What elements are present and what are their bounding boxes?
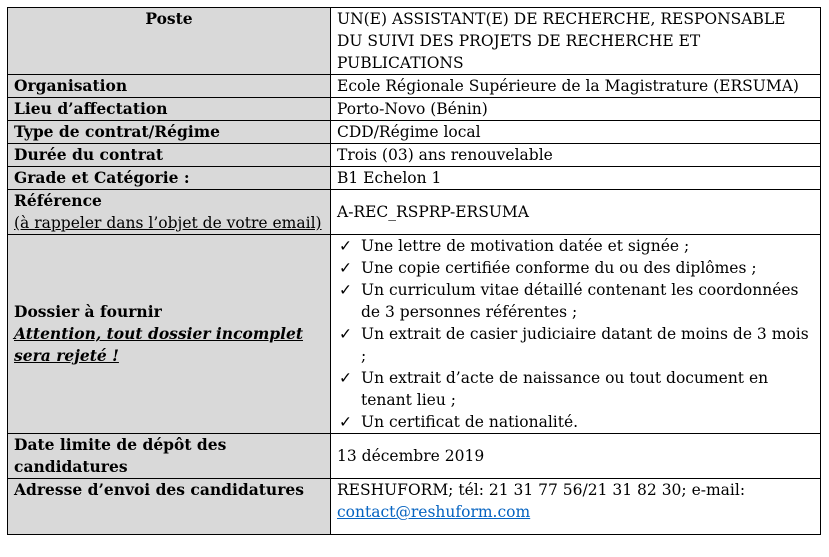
list-item (337, 235, 814, 257)
row-grade (8, 167, 821, 190)
list-item (337, 411, 814, 433)
label-lieu: Lieu d’affectation (8, 98, 331, 121)
label-reference-note: (à rappeler dans l’objet de votre email) (14, 214, 322, 232)
list-item (337, 323, 814, 367)
value-contrat: CDD/Régime local (331, 121, 821, 144)
email-link[interactable]: contact@reshuform.com (337, 503, 531, 521)
label-duree: Durée du contrat (8, 144, 331, 167)
row-reference (8, 190, 821, 235)
value-adresse: RESHUFORM; tél: 21 31 77 56/21 31 82 30; e-mail: (337, 481, 746, 499)
row-duree (8, 144, 821, 167)
row-organisation (8, 75, 821, 98)
label-grade: Grade et Catégorie : (8, 167, 331, 190)
dossier-warning: Attention, tout dossier incomplet sera rejeté ! (14, 324, 303, 365)
list-item-text: Une copie certifiée conforme du ou des diplômes ; (361, 259, 757, 277)
value-lieu: Porto-Novo (Bénin) (331, 98, 821, 121)
value-dossier (331, 235, 821, 434)
label-organisation: Organisation (8, 75, 331, 98)
row-poste (8, 8, 821, 75)
check-icon: ✓ (339, 325, 352, 343)
row-lieu (8, 98, 821, 121)
list-item-text: Un extrait de casier judiciaire datant de moins de 3 mois ; (361, 325, 809, 365)
check-icon: ✓ (339, 281, 352, 299)
row-contrat (8, 121, 821, 144)
value-poste: UN(E) ASSISTANT(E) DE RECHERCHE, RESPONSABLE DU SUIVI DES PROJETS DE RECHERCHE ET PUBLICATIONS (331, 8, 821, 75)
list-item (337, 367, 814, 411)
check-icon: ✓ (339, 369, 352, 387)
label-contrat: Type de contrat/Régime (8, 121, 331, 144)
value-grade: B1 Echelon 1 (331, 167, 821, 190)
value-reference: A-REC_RSPRP-ERSUMA (331, 190, 821, 235)
dossier-list (337, 235, 814, 433)
value-organisation: Ecole Régionale Supérieure de la Magistrature (ERSUMA) (331, 75, 821, 98)
value-duree: Trois (03) ans renouvelable (331, 144, 821, 167)
check-icon: ✓ (339, 259, 352, 277)
label-poste: Poste (8, 8, 331, 75)
list-item (337, 257, 814, 279)
row-dossier (8, 235, 821, 434)
list-item-text: Un certificat de nationalité. (361, 413, 579, 431)
row-adresse (8, 479, 821, 535)
list-item-text: Une lettre de motivation datée et signée ; (361, 237, 690, 255)
list-item (337, 279, 814, 323)
value-adresse-cell (331, 479, 821, 535)
label-dossier-cell (8, 235, 331, 434)
row-date (8, 434, 821, 479)
label-date: Date limite de dépôt des candidatures (8, 434, 331, 479)
job-offer-table (7, 7, 821, 535)
label-adresse: Adresse d’envoi des candidatures (8, 479, 331, 535)
label-dossier: Dossier à fournir (14, 302, 162, 321)
label-reference: Référence (14, 191, 102, 210)
list-item-text: Un curriculum vitae détaillé contenant les coordonnées de 3 personnes référentes ; (361, 281, 799, 321)
check-icon: ✓ (339, 237, 352, 255)
list-item-text: Un extrait d’acte de naissance ou tout document en tenant lieu ; (361, 369, 769, 409)
check-icon: ✓ (339, 413, 352, 431)
label-reference-cell (8, 190, 331, 235)
value-date: 13 décembre 2019 (331, 434, 821, 479)
